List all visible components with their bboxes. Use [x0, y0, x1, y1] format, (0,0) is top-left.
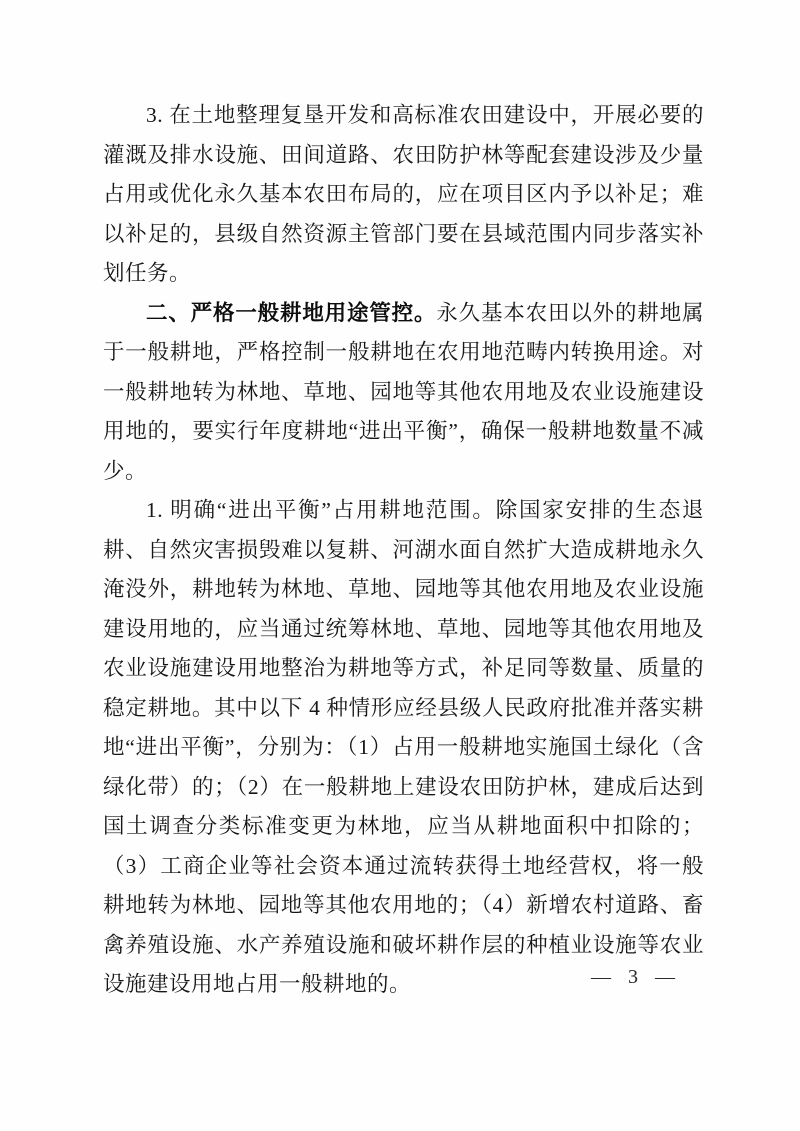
paragraph-text: 3. 在土地整理复垦开发和高标准农田建设中，开展必要的灌溉及排水设施、田间道路、农田防护林等配套建设涉及少量占用或优化永久基本农田布局的，应在项目区内予以补足；难以补足的，县级自然资源主管部门要在县域范围内同步落实补划任务。 — [103, 103, 704, 285]
paragraph-section-2 — [103, 294, 704, 492]
paragraph-item-3 — [103, 96, 704, 294]
paragraph-item-1 — [103, 491, 704, 1005]
paragraph-text: 永久基本农田以外的耕地属于一般耕地，严格控制一般耕地在农用地范畴内转换用途。对一般耕地转为林地、草地、园地等其他农用地及农业设施建设用地的，要实行年度耕地“进出平衡”，确保一般耕地数量不减少。 — [103, 300, 704, 483]
page-number: — 3 — — [591, 966, 676, 988]
document-body — [103, 96, 704, 1005]
section-heading: 二、严格一般耕地用途管控。 — [146, 300, 437, 325]
paragraph-text: 1. 明确“进出平衡”占用耕地范围。除国家安排的生态退耕、自然灾害损毁难以复耕、河湖水面自然扩大造成耕地永久淹没外，耕地转为林地、草地、园地等其他农用地及农业设施建设用地的，应当通过统筹林地、草地、园地等其他农用地及农业设施建设用地整治为耕地等方式，补足同等数量、质量的稳定耕地。其中以下 4 种情形应经县级人民政府批准并落实耕地“进出平衡”，分别为：（1）占用一般耕地实施国土绿化（含绿化带）的；（2）在一般耕地上建设农田防护林，建成后达到国土调查分类标准变更为林地，应当从耕地面积中扣除的；（3）工商企业等社会资本通过流转获得土地经营权，将一般耕地转为林地、园地等其他农用地的；（4）新增农村道路、畜禽养殖设施、水产养殖设施和破坏耕作层的种植业设施等农业设施建设用地占用一般耕地的。 — [103, 498, 704, 996]
